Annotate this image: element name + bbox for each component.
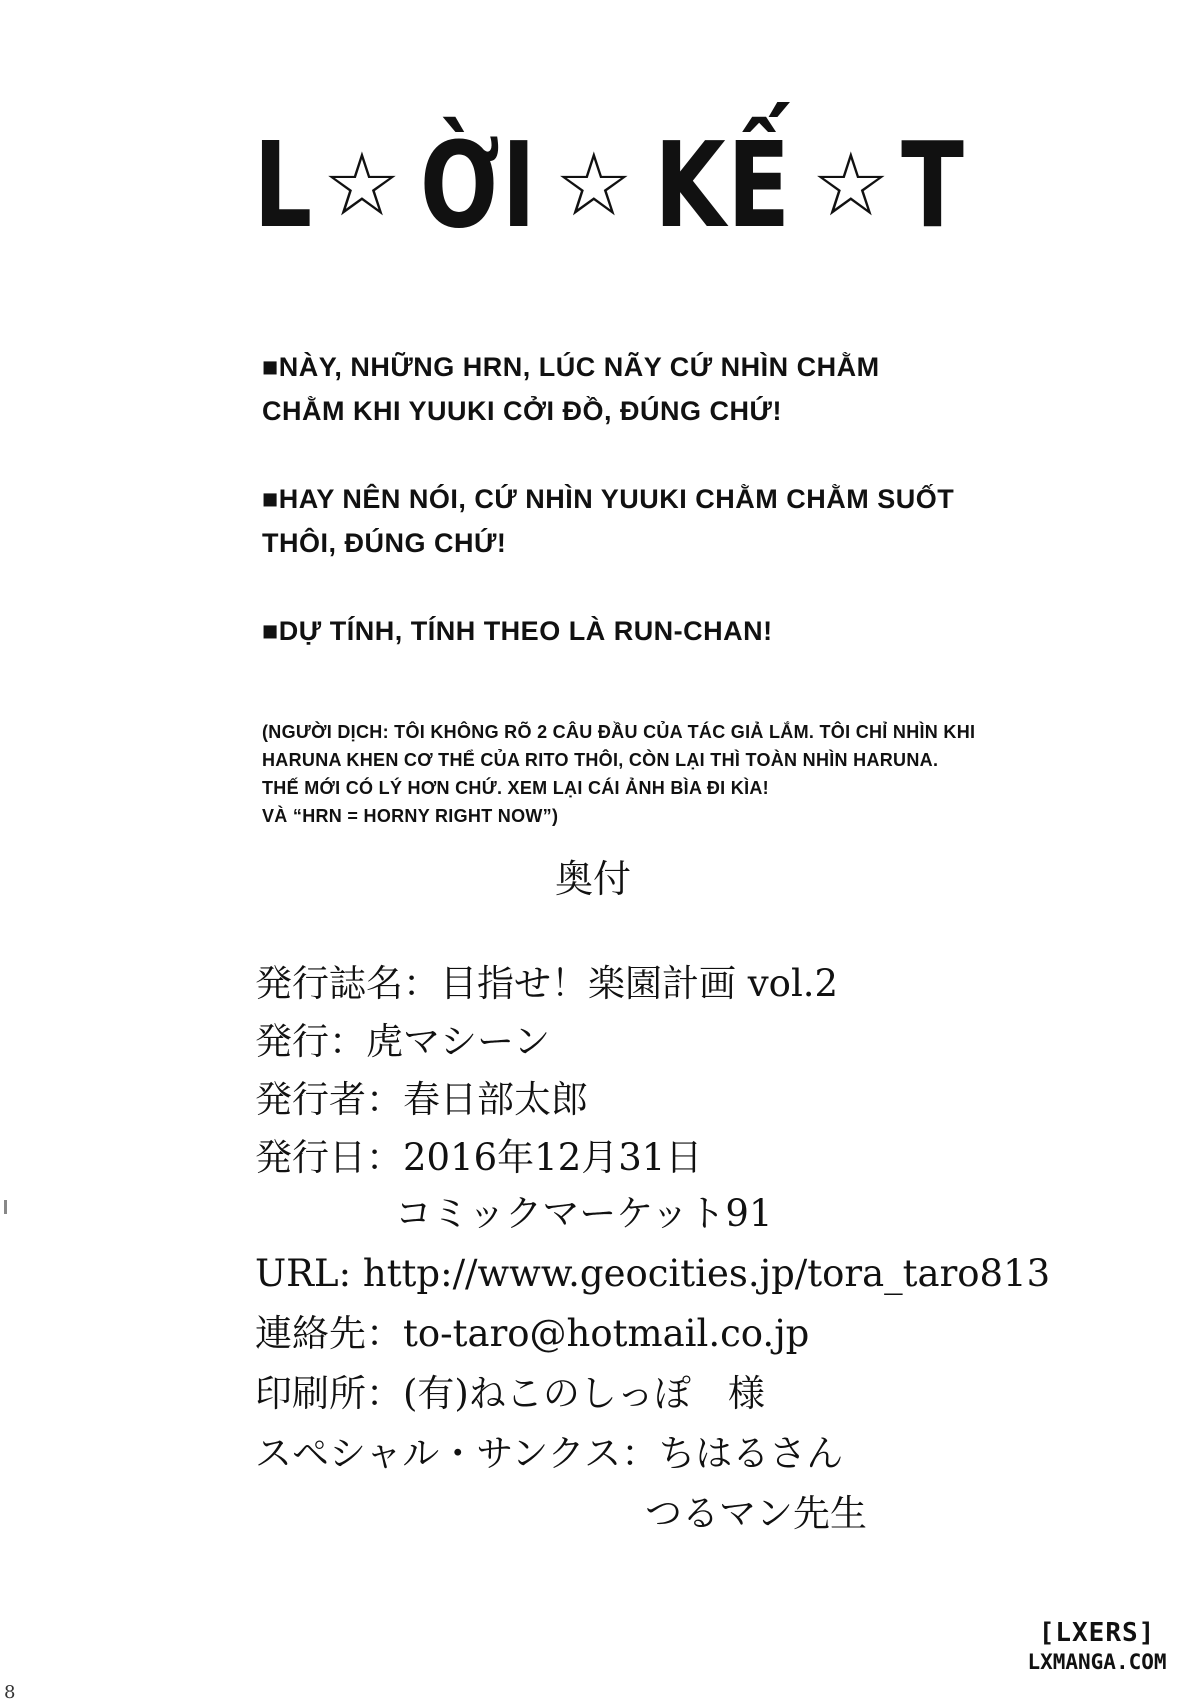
colophon-row-special-thanks — [255, 1432, 844, 1475]
comment-paragraph-3: ■DỰ TÍNH, TÍNH THEO LÀ RUN-CHAN! — [262, 616, 773, 646]
comment-paragraph-2: ■HAY NÊN NÓI, CỨ NHÌN YUUKI CHẰM CHẰM SUỐT THÔI, ĐÚNG CHỨ! — [262, 484, 955, 558]
colophon-row-event — [395, 1192, 773, 1235]
comment-paragraph-1: ■NÀY, NHỮNG HRN, LÚC NÃY CỨ NHÌN CHẰM CHẰM KHI YUUKI CỞI ĐỒ, ĐÚNG CHỨ! — [262, 352, 880, 426]
colophon-row-url — [255, 1252, 1051, 1295]
translator-note-line: (NGƯỜI DỊCH: TÔI KHÔNG RÕ 2 CÂU ĐẦU CỦA TÁC GIẢ LẮM. TÔI CHỈ NHÌN KHI — [262, 722, 976, 742]
scanlation-credit — [1008, 1620, 1186, 1673]
colophon-value: to-taro@hotmail.co.jp — [403, 1312, 810, 1355]
translator-note-line: THẾ MỚI CÓ LÝ HƠN CHỨ. XEM LẠI CÁI ẢNH BÌA ĐI KÌA! — [262, 778, 769, 798]
colophon-value: 目指せ！楽園計画 vol.2 — [440, 962, 839, 1005]
colophon-separator: ： — [366, 1136, 403, 1179]
credit-group: [LXERS] — [1038, 1618, 1156, 1648]
page-number: 8 — [4, 1682, 16, 1703]
colophon-label: 発行者 — [255, 1078, 366, 1121]
colophon-label: 発行誌名 — [255, 962, 403, 1005]
edge-mark — [4, 1200, 7, 1214]
colophon-separator: : — [338, 1252, 363, 1295]
colophon-row-contact — [255, 1312, 810, 1355]
colophon-separator: ： — [366, 1312, 403, 1355]
colophon-label: 連絡先 — [255, 1312, 366, 1355]
title-part-2: ỜI — [419, 116, 538, 254]
colophon-separator: ： — [366, 1078, 403, 1121]
colophon-separator: ： — [329, 1020, 366, 1063]
colophon-separator: ： — [403, 962, 440, 1005]
credit-site: LXMANGA.COM — [1027, 1650, 1167, 1674]
colophon-value: ちはるさん — [658, 1432, 844, 1475]
translator-note-line: VÀ “HRN = HORNY RIGHT NOW”) — [262, 806, 559, 826]
colophon-value: 虎マシーン — [366, 1020, 551, 1063]
colophon-label: スペシャル・サンクス — [255, 1432, 622, 1475]
colophon-title: 奥付 — [555, 857, 632, 901]
colophon-label: 発行日 — [255, 1136, 366, 1179]
colophon-separator: ： — [621, 1432, 659, 1475]
colophon-row-publisher — [255, 1020, 551, 1063]
colophon-value: つるマン先生 — [645, 1492, 867, 1535]
afterword-title — [253, 100, 966, 270]
colophon-row-special-thanks-2 — [645, 1492, 867, 1535]
author-comments — [262, 345, 962, 653]
colophon-label: 発行 — [255, 1020, 329, 1063]
star-icon: ☆ — [811, 133, 893, 236]
colophon-value: コミックマーケット91 — [395, 1192, 773, 1235]
star-icon: ☆ — [554, 133, 636, 236]
colophon-row-publication — [255, 962, 839, 1005]
colophon-row-issuer — [255, 1078, 588, 1121]
translator-note — [262, 718, 982, 830]
star-icon: ☆ — [322, 133, 404, 236]
colophon-separator: ： — [366, 1372, 403, 1415]
title-part-3: KẾ — [654, 116, 792, 254]
title-part-1: L — [253, 116, 315, 254]
colophon-value: 春日部太郎 — [403, 1078, 588, 1121]
title-part-4: T — [901, 116, 966, 254]
colophon-label: URL — [255, 1252, 339, 1295]
translator-note-line: HARUNA KHEN CƠ THỂ CỦA RITO THÔI, CÒN LẠI THÌ TOÀN NHÌN HARUNA. — [262, 750, 939, 770]
colophon-value: http://www.geocities.jp/tora_taro813 — [362, 1252, 1051, 1295]
colophon-row-date — [255, 1136, 703, 1179]
colophon-label: 印刷所 — [255, 1372, 366, 1415]
colophon-value: 2016年12月31日 — [403, 1136, 703, 1179]
colophon-row-printer — [255, 1372, 765, 1415]
colophon-value: (有)ねこのしっぽ 様 — [403, 1372, 765, 1415]
